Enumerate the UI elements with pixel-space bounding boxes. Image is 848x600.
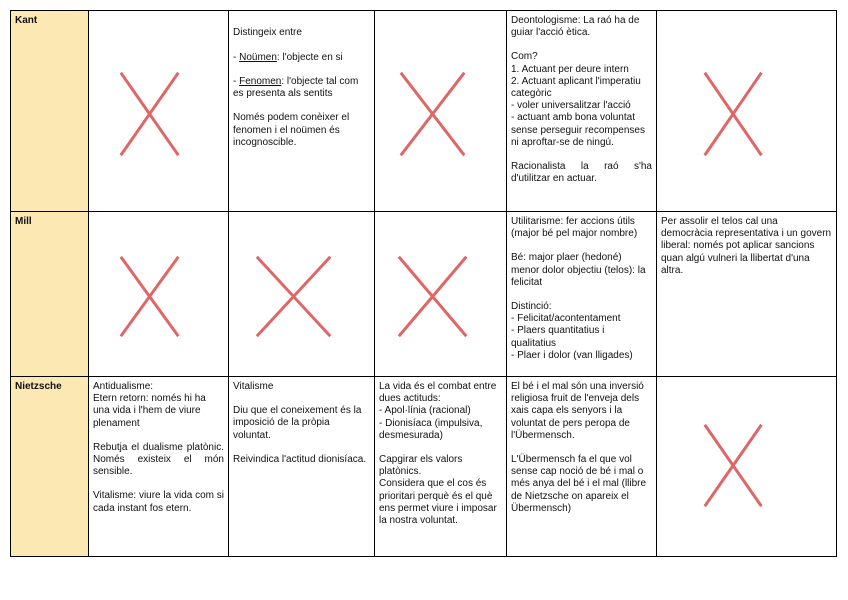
text: Distingeix entre bbox=[233, 27, 302, 39]
mill-ethics-cell bbox=[507, 212, 657, 377]
row-header-nietzsche: Nietzsche bbox=[11, 377, 89, 557]
empty-cell bbox=[375, 212, 507, 377]
text: Per assolir el telos cal una democràcia representativa i un govern liberal: només pot aplicar sancions quan algú vulneri la llibertat d'una altra. bbox=[661, 216, 832, 276]
table-row-nietzsche bbox=[11, 377, 837, 557]
nietzsche-anthropology-cell bbox=[375, 377, 507, 557]
empty-cell bbox=[375, 11, 507, 212]
cross-icon bbox=[657, 377, 836, 556]
text: Com? 1. Actuant per deure intern 2. Actuant aplicant l'imperatiu categòric - voler universalitzar l'acció - actuant amb bona voluntat sense perseguir recompenses ni aproftar-se de ningú. bbox=[511, 51, 645, 148]
cross-icon bbox=[89, 11, 228, 211]
row-header-kant: Kant bbox=[11, 11, 89, 212]
empty-cell bbox=[89, 212, 229, 377]
mill-politics-cell bbox=[657, 212, 837, 377]
text: - bbox=[233, 51, 240, 63]
text: Només podem conèixer el fenomen i el noümen és incognoscible. bbox=[233, 112, 350, 148]
text: - bbox=[233, 76, 240, 88]
text: Distinció: - Felicitat/acontentament - Plaers quantitatius i qualitatius - Plaer i dolor (van lligades) bbox=[511, 301, 633, 361]
text: Vitalisme: viure la vida com si cada instant fos etern. bbox=[93, 490, 224, 514]
text: La vida és el combat entre dues actituds: - Apol·línia (racional) - Dionisíaca (impulsiva, desmesurada) bbox=[379, 381, 497, 441]
row-header-mill: Mill bbox=[11, 212, 89, 377]
text: Antidualisme: Etern retorn: només hi ha una vida i l'hem de viure plenament bbox=[93, 381, 206, 429]
term-fenomen: Fenomen bbox=[239, 76, 282, 88]
text: El bé i el mal són una inversió religiosa fruit de l'enveja dels xais capa els senyors i la voluntat de pers peropa de l'Übermensch. bbox=[511, 381, 644, 441]
text: Deontologisme: La raó ha de guiar l'acció ètica. bbox=[511, 15, 640, 39]
table-row-mill bbox=[11, 212, 837, 377]
text: Capgirar els valors platònics. Considera que el cos és prioritari perquè és el què ens permet viure i imposar la nostra voluntat. bbox=[379, 454, 497, 527]
text: : l'objecte en si bbox=[276, 51, 343, 63]
empty-cell bbox=[657, 11, 837, 212]
text: Reivindica l'actitud dionisíaca. bbox=[233, 453, 367, 465]
text: Rebutja el dualisme platònic. Només existeix el món sensible. bbox=[93, 441, 224, 478]
empty-cell bbox=[229, 212, 375, 377]
cross-icon bbox=[375, 212, 506, 376]
text: Bé: major plaer (hedoné) menor dolor objectiu (telos): la felicitat bbox=[511, 252, 646, 288]
text: L'Übermensch fa el que vol sense cap noció de bé i mal o més anya del bé i el mal (llibre de Nietzsche on apareix el Übermensch) bbox=[511, 454, 647, 514]
empty-cell bbox=[657, 377, 837, 557]
kant-epistemology-cell bbox=[229, 11, 375, 212]
text: Diu que el coneixement és la imposició de la pròpia voluntat. bbox=[233, 405, 362, 441]
text: : l'objecte tal com es presenta als sentits bbox=[233, 76, 359, 100]
empty-cell bbox=[89, 11, 229, 212]
text: Vitalisme bbox=[233, 381, 274, 392]
cross-icon bbox=[229, 212, 374, 376]
text: Utilitarisme: fer accions útils (major bé pel major nombre) bbox=[511, 216, 638, 240]
text: Racionalista la raó s'ha d'utilitzar en actuar. bbox=[511, 161, 652, 185]
nietzsche-metaphysics-cell bbox=[89, 377, 229, 557]
cross-icon bbox=[375, 11, 506, 211]
kant-ethics-cell bbox=[507, 11, 657, 212]
philosophy-comparison-table bbox=[10, 10, 837, 557]
term-noumen: Noümen bbox=[239, 51, 277, 63]
nietzsche-ethics-cell bbox=[507, 377, 657, 557]
nietzsche-epistemology-cell bbox=[229, 377, 375, 557]
cross-icon bbox=[89, 212, 228, 376]
cross-icon bbox=[657, 11, 836, 211]
table-row-kant bbox=[11, 11, 837, 212]
